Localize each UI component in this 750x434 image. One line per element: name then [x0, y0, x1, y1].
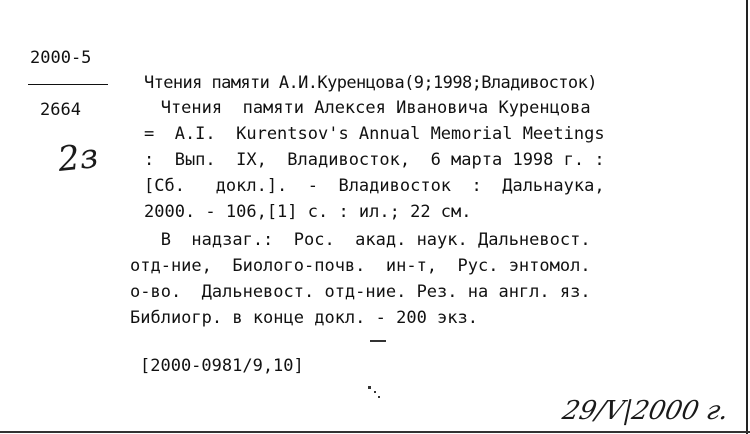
card-bottom-edge: [0, 431, 750, 433]
entry-parallel-title: = A.I. Kurentsov's Annual Memorial Meetings: [144, 124, 605, 144]
shelfmark-bottom: 2664: [40, 100, 81, 120]
ink-speck: [368, 386, 371, 389]
entry-note-line-4: Библиогр. в конце докл. - 200 экз.: [130, 308, 478, 328]
entry-issue-line: : Вып. IX, Владивосток, 6 марта 1998 г. :: [144, 150, 605, 170]
ink-speck: [378, 396, 380, 398]
handwritten-mark: 2з: [56, 136, 101, 180]
entry-publication-line: [Сб. докл.]. - Владивосток : Дальнаука,: [144, 176, 605, 196]
entry-physical-description: 2000. - 106,[1] с. : ил.; 22 см.: [144, 202, 472, 222]
ink-speck: [374, 391, 376, 393]
shelfmark-divider: [28, 84, 108, 85]
entry-note-line-2: отд-ние, Биолого-почв. ин-т, Рус. энтомол.: [130, 256, 591, 276]
accession-number: [2000-0981/9,10]: [140, 356, 304, 376]
entry-note-line-1: В надзаг.: Рос. акад. наук. Дальневост.: [130, 230, 591, 250]
entry-heading: Чтения памяти А.И.Куренцова(9;1998;Владивосток): [144, 73, 597, 93]
shelfmark-top: 2000-5: [30, 48, 92, 68]
entry-note-line-3: о-во. Дальневост. отд-ние. Рез. на англ. яз.: [130, 282, 591, 302]
entry-title-line: Чтения памяти Алексея Ивановича Куренцова: [130, 98, 591, 118]
handwritten-date: 29/V|2000 г.: [559, 396, 732, 426]
ink-speck: [370, 340, 386, 342]
card-right-edge: [746, 0, 748, 434]
